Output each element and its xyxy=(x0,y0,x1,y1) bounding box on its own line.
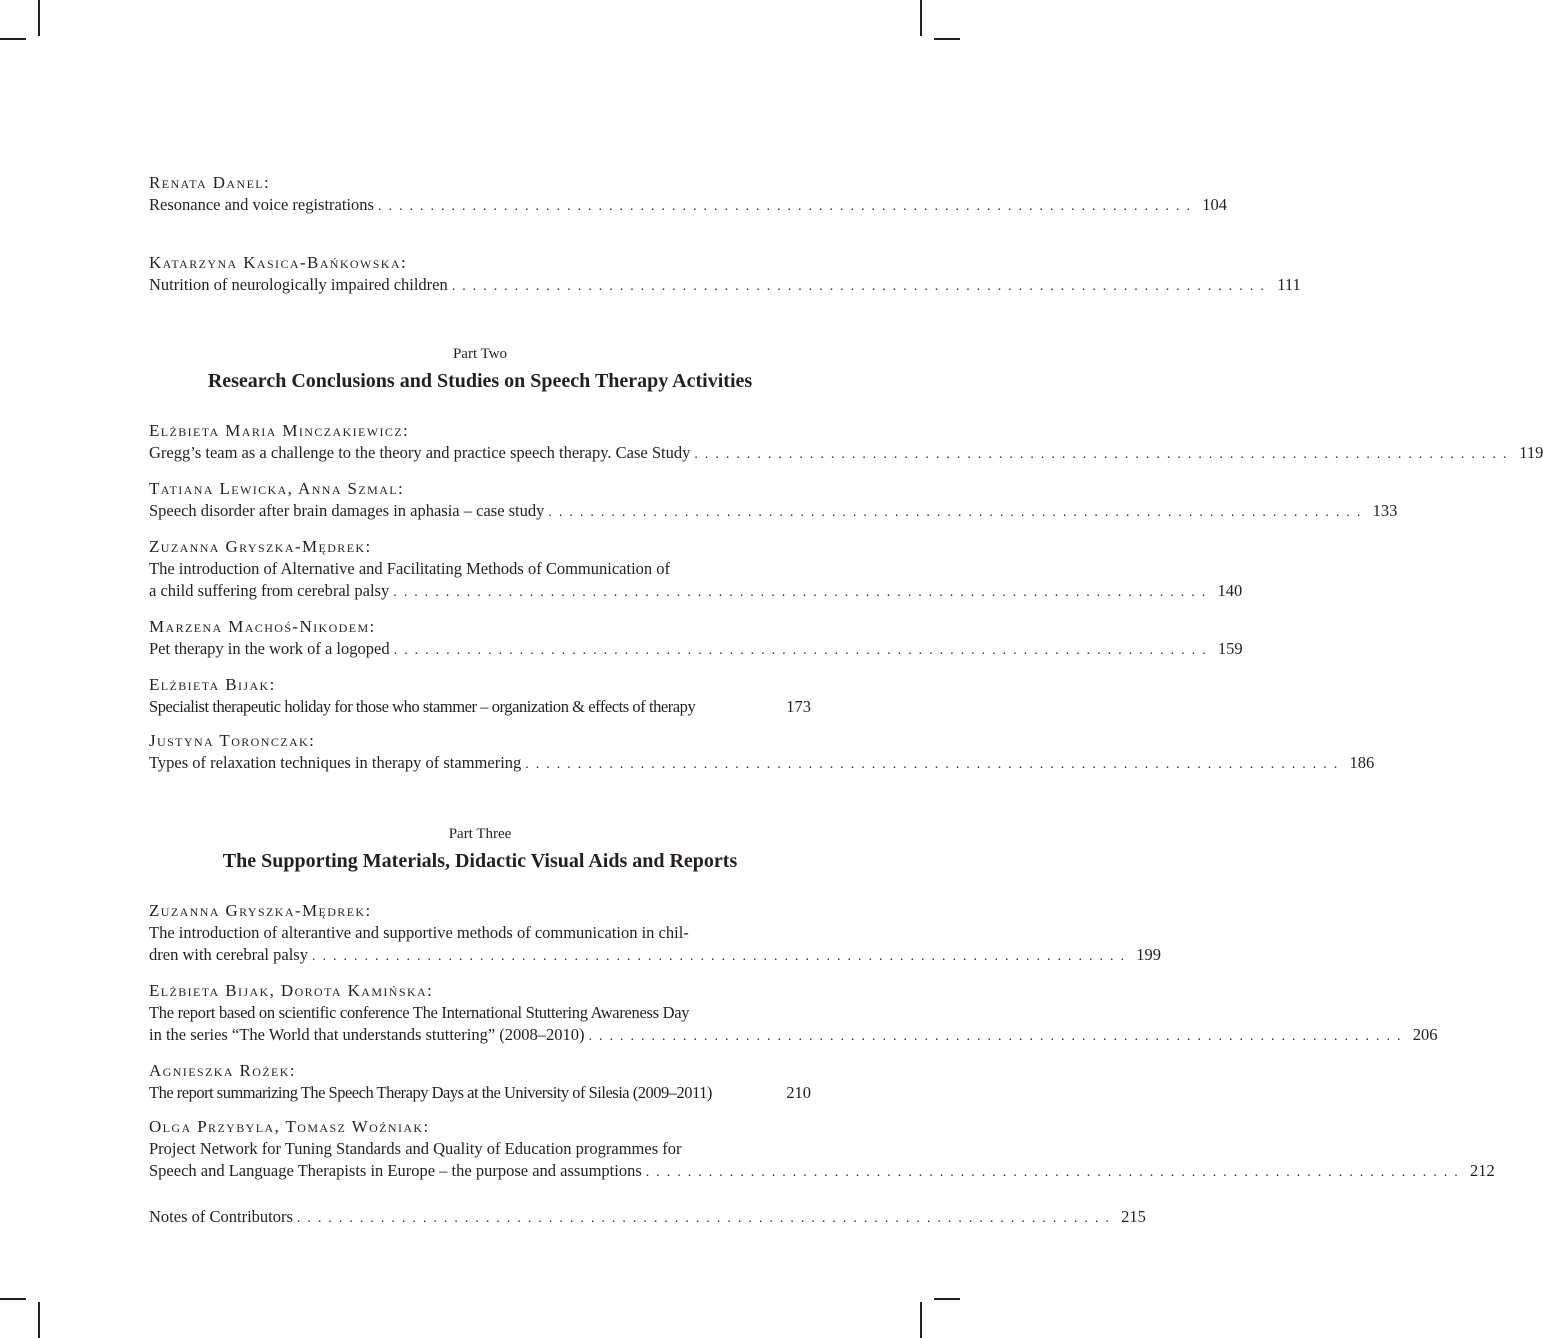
entry-author: Renata Danel: xyxy=(149,173,271,192)
crop-mark xyxy=(0,1298,26,1300)
entry-author: Justyna Toronczak: xyxy=(149,731,316,750)
dot-leader: .............................................................................. xyxy=(377,199,1197,214)
entry-title: Resonance and voice registrations xyxy=(149,195,374,214)
entry-page: 215 xyxy=(1121,1207,1146,1226)
dot-leader: .............................................................................. xyxy=(525,757,1345,772)
entry-page: 119 xyxy=(1519,443,1543,462)
crop-mark xyxy=(920,1302,922,1338)
entry-title-line: The report based on scientific conference The International Stuttering Awareness Day xyxy=(149,1003,690,1022)
dot-leader: .............................................................................. xyxy=(451,279,1271,294)
entry-page: 159 xyxy=(1217,639,1243,658)
dot-leader: .............................................................................. xyxy=(694,447,1514,462)
entry-title-line: The introduction of Alternative and Facilitating Methods of Communication of xyxy=(149,559,671,578)
entry-author: Olga Przybyla, Tomasz Woźniak: xyxy=(149,1117,430,1136)
entry-page: 199 xyxy=(1136,945,1161,964)
entry-title-line: The introduction of alterantive and supportive methods of communication in chil- xyxy=(149,923,689,942)
dot-leader: .............................................................................. xyxy=(296,1211,1116,1226)
entry-page: 206 xyxy=(1412,1025,1438,1044)
entry-title: Specialist therapeutic holiday for those who stammer – organization & effects of therapy xyxy=(149,697,696,716)
entry-title: dren with cerebral palsy xyxy=(149,945,308,964)
entry-title: Nutrition of neurologically impaired children xyxy=(149,275,448,294)
entry-title: Pet therapy in the work of a logoped xyxy=(149,639,390,658)
entry-author: Zuzanna Gryszka-Mędrek: xyxy=(149,537,372,556)
dot-leader: .............................................................................. xyxy=(588,1029,1408,1044)
part-label: Part Three xyxy=(448,826,512,842)
crop-mark xyxy=(38,0,40,36)
toc-entry[interactable] xyxy=(149,980,1438,1048)
entry-title: a child suffering from cerebral palsy xyxy=(149,581,390,600)
toc-entry[interactable] xyxy=(149,536,1243,604)
toc-entry[interactable] xyxy=(149,1206,1146,1230)
entry-author: Elżbieta Bijak, Dorota Kamińska: xyxy=(149,981,434,1000)
toc-entry[interactable] xyxy=(149,730,1375,776)
entry-title: Speech disorder after brain damages in aphasia – case study xyxy=(149,501,545,520)
entry-title: The report summarizing The Speech Therapy Days at the University of Silesia (2009–2011) xyxy=(149,1083,712,1102)
entry-page: 111 xyxy=(1277,275,1301,294)
dot-leader: .............................................................................. xyxy=(548,505,1368,520)
toc-entry[interactable] xyxy=(149,252,1301,298)
dot-leader: .............................................................................. xyxy=(645,1165,1465,1180)
dot-leader: .............................................................................. xyxy=(393,643,1213,658)
entry-page: 210 xyxy=(786,1083,811,1102)
entry-page: 104 xyxy=(1202,195,1227,214)
entry-author: Elżbieta Bijak: xyxy=(149,675,276,694)
crop-mark xyxy=(38,1302,40,1338)
toc-entry[interactable] xyxy=(149,1060,811,1104)
entry-title-line: Project Network for Tuning Standards and Quality of Education programmes for xyxy=(149,1139,682,1158)
entry-page: 173 xyxy=(786,697,811,716)
crop-mark xyxy=(0,38,26,40)
entry-title: Speech and Language Therapists in Europe – the purpose and assumptions xyxy=(149,1161,642,1180)
entry-author: Katarzyna Kasica-Bańkowska: xyxy=(149,253,408,272)
dot-leader: .............................................................................. xyxy=(311,949,1131,964)
entry-title: Gregg’s team as a challenge to the theory and practice speech therapy. Case Study xyxy=(149,443,691,462)
toc-entry[interactable] xyxy=(149,478,1398,524)
part-title: Research Conclusions and Studies on Speech Therapy Activities xyxy=(207,370,753,392)
entry-author: Zuzanna Gryszka-Mędrek: xyxy=(149,901,372,920)
entry-page: 133 xyxy=(1372,501,1398,520)
entry-title: in the series “The World that understands stuttering” (2008–2010) xyxy=(149,1025,585,1044)
crop-mark xyxy=(934,38,960,40)
entry-page: 212 xyxy=(1470,1161,1495,1180)
table-of-contents xyxy=(149,172,1543,1230)
entry-title: Types of relaxation techniques in therapy of stammering xyxy=(149,753,522,772)
toc-entry[interactable] xyxy=(149,616,1243,662)
entry-title: Notes of Contributors xyxy=(149,1207,293,1226)
dot-leader: .............................................................................. xyxy=(393,585,1213,600)
toc-entry[interactable] xyxy=(149,1116,1495,1184)
part-three xyxy=(149,824,1495,1230)
entry-author: Marzena Machoś-Nikodem: xyxy=(149,617,376,636)
toc-entry[interactable] xyxy=(149,420,1543,466)
part-two xyxy=(149,344,1543,776)
entry-author: Elżbieta Maria Minczakiewicz: xyxy=(149,421,410,440)
section-1 xyxy=(149,172,1301,298)
toc-entry[interactable] xyxy=(149,900,1161,968)
entry-author: Tatiana Lewicka, Anna Szmal: xyxy=(149,479,405,498)
part-label: Part Two xyxy=(452,346,508,362)
crop-mark xyxy=(920,0,922,36)
toc-entry[interactable] xyxy=(149,674,811,718)
entry-author: Agnieszka Rożek: xyxy=(149,1061,296,1080)
toc-entry[interactable] xyxy=(149,172,1227,218)
crop-mark xyxy=(934,1298,960,1300)
part-title: The Supporting Materials, Didactic Visual Aids and Reports xyxy=(222,850,738,872)
entry-page: 186 xyxy=(1349,753,1375,772)
entry-page: 140 xyxy=(1217,581,1243,600)
